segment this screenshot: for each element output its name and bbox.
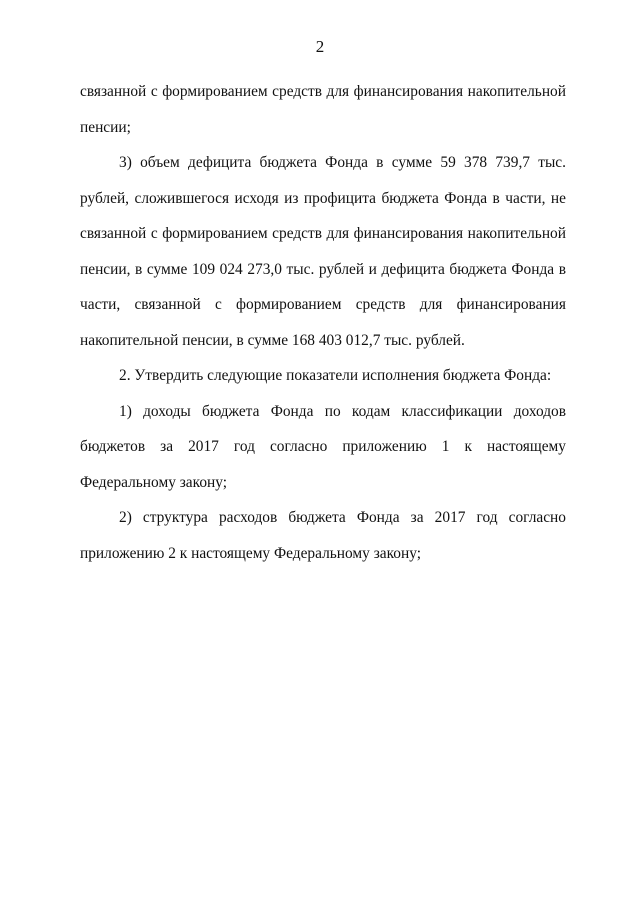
paragraph-item-1-revenues: 1) доходы бюджета Фонда по кодам классификации доходов бюджетов за 2017 год согласно приложению 1 к настоящему Федеральному закону; [80, 402, 566, 491]
page-number: 2 [315, 37, 325, 56]
paragraph-section-2: 2. Утвердить следующие показатели исполнения бюджета Фонда: [119, 367, 552, 384]
paragraph-item-2-expenses: 2) структура расходов бюджета Фонда за 2017 год согласно приложению 2 к настоящему Федеральному закону; [80, 509, 566, 562]
document-body [80, 74, 566, 571]
paragraph-item-3-deficit: 3) объем дефицита бюджета Фонда в сумме 59 378 739,7 тыс. рублей, сложившегося исходя из профицита бюджета Фонда в части, не связанной с формированием средств для финансирования накопительной пенсии, в сумме 109 024 273,0 тыс. рублей и дефицита бюджета Фонда в части, связанной с формированием средств для финансирования накопительной пенсии, в сумме 168 403 012,7 тыс. рублей. [80, 154, 566, 349]
paragraph-continuation: связанной с формированием средств для финансирования накопительной пенсии; [80, 83, 566, 136]
